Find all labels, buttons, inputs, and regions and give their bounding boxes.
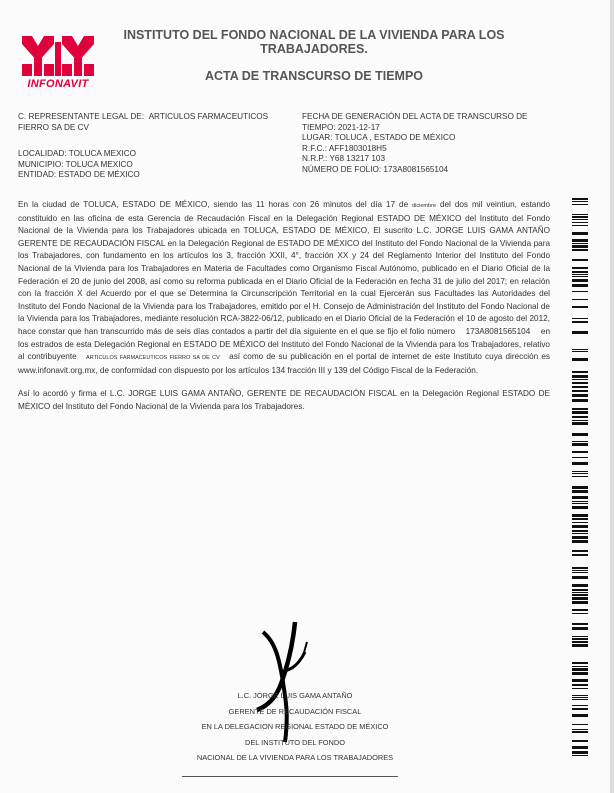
- signature-block: [150, 688, 440, 766]
- barcode-bar: [572, 441, 588, 442]
- paragraph-1: En la ciudad de TOLUCA, ESTADO DE MÉXICO, siendo las 11 horas con 26 minutos del día 17 de diciembre del dos mil veintiun, estando constituido en las oficina de esta Gerencia de Recaudación Fiscal en la Delegación Regional ESTADO DE MÉXICO del Instituto del Fondo Nacional de la Vivienda para los Trabajadores ubicada en TOLUCA, ESTADO DE MÉXICO, El suscrito L.C. JORGE LUIS GAMA ANTAÑO GERENTE DE RECAUDACIÓN FISCAL en la Delegación Regional de ESTADO DE MÉXICO del Instituto del Fondo Nacional de la Vivienda para los Trabajadores, con fundamento en los artículos los 3, fracción XXII, 4°, fracción XX y 24 del Reglamento Interior del Instituto del Fondo Nacional de la Vivienda para los Trabajadores en Materia de Facultades como Organismo Fiscal Autónomo, publicado en el Diario Oficial de la Federación el 20 de junio del 2008, así como su reforma publicada en el Diario Oficial de la Federación en fecha 31 de julio del 2017; en relación con la fracción X del Acuerdo por el que se Determina la Circunscripción Territorial en la cual Ejercerán sus Facultades las Autoridades del Instituto del Fondo Nacional de la Vivienda para los Trabajadores, emitido por el H. Consejo de Administración del Instituto del Fondo Nacional de la Vivienda para los Trabajadores, mediante resolución RCA-3822-06/12, publicado en el Diario Oficial de la Federación el 10 de agosto del 2012, hace constar que han transcurrido más de seis días contados a partir del día siguiente en el que se fijo el folio número 173A8081565104 en los estrados de esta Delegación Regional en ESTADO DE MÉXICO del Instituto del Fondo Nacional de la Vivienda para los Trabajadores, relativo al contribuyente ARTICULOS FARMACEUTICOS FIERRO SA DE CV así como de su publicación en el portal de internet de este Instituto cuya dirección es www.infonavit.org.mx, de conformidad con dispuesto por los artículos 134 fracción III y 139 del Código Fiscal de la Federación.: [18, 200, 550, 375]
- paragraph-2: Así lo acordó y firma el L.C. JORGE LUIS GAMA ANTAÑO, GERENTE DE RECAUDACIÓN FISCAL en la Delegación Regional ESTADO DE MÉXICO del Instituto del Fondo Nacional de la Vivienda para los Trabajadores.: [18, 389, 550, 411]
- generation-date: TIEMPO: 2021-12-17: [302, 122, 380, 132]
- barcode-bar: [572, 433, 588, 436]
- barcode-bar: [572, 714, 588, 717]
- barcode-bar: [572, 554, 588, 556]
- act-info: [302, 112, 528, 175]
- barcode-bar: [572, 589, 588, 591]
- barcode-bar: [572, 214, 588, 215]
- barcode-bar: [572, 506, 588, 509]
- barcode-bar: [572, 518, 588, 520]
- barcode-bar: [572, 705, 588, 706]
- municipio: MUNICIPIO: TOLUCA MEXICO: [18, 159, 133, 169]
- barcode-bar: [572, 550, 588, 552]
- representative-value-cont: FIERRO SA DE CV: [18, 122, 89, 132]
- barcode-bar: [572, 699, 588, 700]
- barcode-bar: [572, 386, 588, 388]
- rfc: R.F.C.: AFF1803018H5: [302, 143, 387, 153]
- barcode-bar: [572, 496, 588, 499]
- barcode-bar: [572, 533, 588, 534]
- barcode-bar: [572, 525, 588, 528]
- barcode-bar: [572, 668, 588, 671]
- barcode-bar: [572, 201, 588, 202]
- barcode-bar: [572, 697, 588, 698]
- barcode-bar: [572, 501, 588, 502]
- barcode-bar: [572, 731, 588, 733]
- barcode-bar: [572, 636, 588, 637]
- barcode-bar: [572, 390, 588, 392]
- place: LUGAR: TOLUCA , ESTADO DE MÉXICO: [302, 133, 456, 142]
- barcode-bar: [572, 276, 588, 277]
- barcode-bar: [572, 318, 588, 319]
- barcode-bar: [572, 729, 588, 730]
- barcode-bar: [572, 623, 588, 625]
- barcode-bar: [572, 451, 588, 453]
- barcode-bar: [572, 271, 588, 273]
- barcode-bar: [572, 576, 588, 579]
- document-title: INSTITUTO DEL FONDO NACIONAL DE LA VIVIENDA PARA LOS TRABAJADORES.: [123, 28, 505, 56]
- barcode-bar: [572, 375, 588, 378]
- barcode-bar: [572, 299, 588, 300]
- barcode-bar: [572, 536, 588, 539]
- barcode-bar: [572, 306, 588, 308]
- barcode-bar: [572, 530, 588, 532]
- barcode-bar: [572, 321, 588, 323]
- signature-line: [182, 776, 398, 777]
- barcode-bar: [572, 641, 588, 643]
- nrp: N.R.P.: Y68 13217 103: [302, 154, 386, 163]
- barcode-bar: [572, 755, 588, 756]
- barcode-bar: [572, 594, 588, 596]
- barcode-bar: [572, 331, 588, 334]
- barcode-bar: [572, 473, 588, 474]
- barcode-bar: [572, 204, 588, 205]
- barcode-bar: [572, 379, 588, 380]
- localidad: LOCALIDAD: TOLUCA MEXICO: [18, 149, 136, 158]
- barcode-bar: [572, 688, 588, 689]
- recipient-info: [18, 112, 268, 181]
- barcode-bar: [572, 216, 588, 218]
- barcode-bar: [572, 570, 588, 571]
- barcode-bar: [572, 486, 588, 489]
- barcode-bar: [572, 662, 588, 664]
- signer-delegation: EN LA DELEGACION REGIONAL ESTADO DE MÉXICO: [201, 722, 389, 731]
- signer-title: GERENTE DE RECAUDACIÓN FISCAL: [228, 706, 362, 716]
- barcode-bar: [572, 644, 588, 647]
- barcode-bar: [572, 503, 588, 504]
- barcode-bar: [572, 746, 588, 749]
- representative-value: ARTICULOS FARMACEUTICOS: [148, 112, 269, 121]
- barcode-bar: [572, 249, 588, 251]
- barcode-bar: [572, 198, 588, 200]
- barcode-bar: [572, 540, 588, 543]
- barcode-bar: [572, 239, 588, 242]
- barcode-bar: [572, 572, 588, 573]
- signer-name: L.C. JORGE LUIS GAMA ANTAÑO: [237, 691, 353, 700]
- barcode-bar: [572, 684, 588, 686]
- barcode-bar: [572, 584, 588, 587]
- barcode-bar: [572, 443, 588, 446]
- month-text: diciembre: [412, 203, 436, 209]
- barcode-bar: [572, 567, 588, 569]
- generation-date-label: FECHA DE GENERACIÓN DEL ACTA DE TRANSCURSO DE: [302, 112, 528, 121]
- barcode-bar: [572, 399, 588, 402]
- barcode-bar: [572, 291, 588, 292]
- barcode-bar: [572, 422, 588, 425]
- barcode-bar: [572, 411, 588, 414]
- barcode-bar: [572, 243, 588, 244]
- barcode-bar: [572, 222, 588, 223]
- barcode-bar: [572, 695, 588, 696]
- barcode-bar: [572, 358, 588, 361]
- barcode-bar: [572, 245, 588, 248]
- document-body: [18, 199, 550, 425]
- barcode-bar: [572, 351, 588, 352]
- logo-wordmark: INFONAVIT: [27, 78, 89, 90]
- signer-institute: DEL INSTITUTO DEL FONDO: [245, 737, 345, 747]
- barcode-bar: [572, 462, 588, 465]
- barcode-bar: [572, 408, 588, 410]
- barcode-bar: [572, 751, 588, 754]
- barcode-bar: [572, 394, 588, 397]
- barcode-bar: [572, 476, 588, 477]
- barcode-bar: [572, 371, 588, 373]
- barcode-bar: [572, 708, 588, 710]
- barcode-bar: [572, 219, 588, 220]
- barcode-bar: [572, 457, 588, 458]
- barcode-bar: [572, 597, 588, 600]
- entidad: ENTIDAD: ESTADO DE MÉXICO: [18, 170, 140, 179]
- barcode-bar: [572, 627, 588, 630]
- representative-label: C. REPRESENTANTE LEGAL DE:: [18, 112, 145, 121]
- barcode-bar: [572, 420, 588, 421]
- barcode-bar: [572, 592, 588, 593]
- folio-number: NÚMERO DE FOLIO: 173A8081565104: [302, 164, 449, 174]
- barcode-bar: [572, 416, 588, 418]
- barcode-bar: [572, 471, 588, 472]
- barcode-bar: [572, 279, 588, 282]
- barcode-bar: [572, 666, 588, 667]
- barcode-bar: [572, 267, 588, 269]
- barcode-bar: [572, 514, 588, 517]
- barcode-bar: [572, 284, 588, 287]
- page-edge: [610, 0, 614, 793]
- barcode-icon: [572, 198, 588, 758]
- barcode-bar: [572, 613, 588, 614]
- barcode-bar: [572, 382, 588, 384]
- barcode-bar: [572, 490, 588, 493]
- barcode-bar: [572, 522, 588, 523]
- document-subtitle: ACTA DE TRANSCURSO DE TIEMPO: [204, 69, 424, 83]
- barcode-bar: [572, 225, 588, 226]
- barcode-bar: [572, 679, 588, 682]
- barcode-bar: [572, 672, 588, 675]
- barcode-bar: [572, 349, 588, 350]
- barcode-bar: [572, 609, 588, 611]
- barcode-bar: [572, 274, 588, 275]
- barcode-bar: [572, 259, 588, 261]
- barcode-bar: [572, 724, 588, 725]
- signer-institute-cont: NACIONAL DE LA VIVIENDA PARA LOS TRABAJADORES: [196, 753, 394, 762]
- barcode-bar: [572, 232, 588, 235]
- barcode-bar: [572, 638, 588, 640]
- barcode-bar: [572, 601, 588, 604]
- folio-ref: 173A8081565104: [465, 326, 531, 336]
- contributor-name: ARTICULOS FARMACEUTICOS FIERRO SA DE CV: [86, 355, 220, 362]
- barcode-bar: [572, 740, 588, 742]
